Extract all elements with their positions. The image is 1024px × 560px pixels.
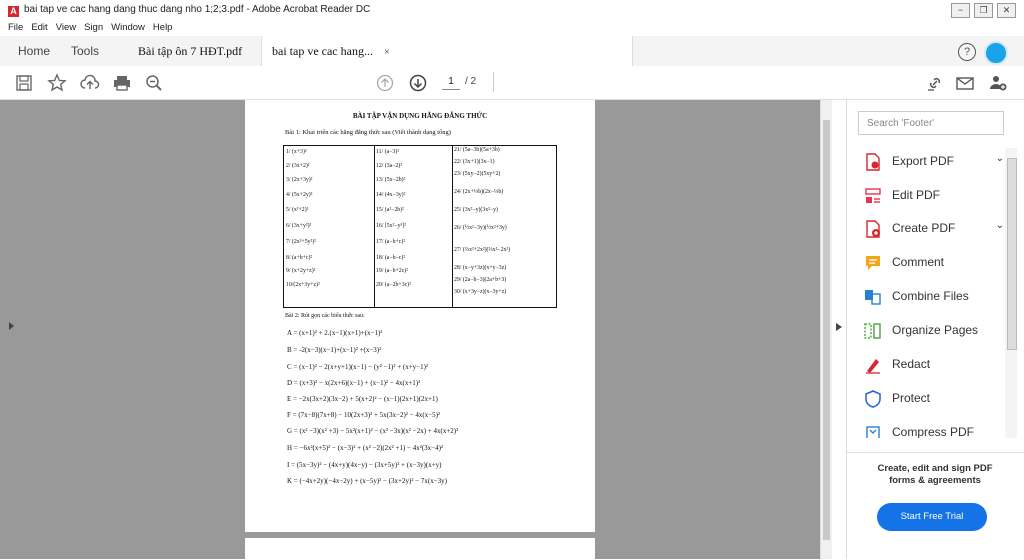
tool-combine-files[interactable] — [864, 286, 1004, 308]
menu-file[interactable]: File — [8, 22, 24, 33]
tab-document-2-label: bai tap ve cac hang... — [272, 44, 373, 58]
close-window-button[interactable]: ✕ — [997, 3, 1016, 18]
next-page-icon[interactable] — [408, 73, 428, 93]
expression-f: F = (7x−8)(7x+8) − 10(2x+3)² + 5x(3x−2)² − 4x(x−5)² — [287, 411, 441, 419]
compress-pdf-icon — [864, 424, 882, 438]
expression-c: C = (x−1)² − 2(x+y+1)(x−1) − (y² −1)² + (x+y−1)² — [287, 363, 429, 371]
tool-comment[interactable] — [864, 252, 1004, 274]
tool-redact[interactable] — [864, 354, 1004, 376]
menu-bar — [0, 22, 1024, 36]
page-total: / 2 — [465, 76, 477, 87]
tool-label: Compress PDF — [892, 425, 975, 438]
share-link-icon[interactable] — [925, 73, 945, 93]
tab-close-icon[interactable]: × — [383, 47, 390, 58]
tools-scrollbar-thumb[interactable] — [1007, 158, 1017, 350]
table-cell: 7/ (2x²+5y²)² — [286, 239, 316, 245]
comment-icon — [864, 254, 882, 272]
page-number-input[interactable]: 1 — [442, 75, 460, 90]
promo-text: Create, edit and sign PDF forms & agreements — [877, 463, 993, 486]
tool-label: Organize Pages — [892, 323, 979, 337]
toolbar-divider — [493, 72, 494, 92]
table-cell: 4/ (5x+2y)² — [286, 192, 313, 198]
table-cell: 21/ (5a−3b)(5a+3b) — [454, 147, 500, 153]
expression-g: G = (x² −3)(x² +3) − 5x²(x+1)² − (x² −3x)(x² −2x) + 4x(x+2)² — [287, 427, 459, 435]
expression-b: B = -2(x−3)(x−1)+(x−1)² +(x−3)² — [287, 346, 382, 354]
document-viewer[interactable] — [0, 100, 820, 559]
tool-create-pdf[interactable] — [864, 218, 1004, 240]
tab-tools[interactable]: Tools — [71, 44, 100, 58]
export-pdf-icon — [864, 153, 882, 171]
table-cell: 29/ (2a−b−3)(2a+b+3) — [454, 277, 507, 283]
combine-files-icon — [864, 288, 882, 306]
table-column-2 — [374, 146, 453, 307]
menu-view[interactable]: View — [55, 22, 77, 33]
table-cell: 8/ (a+b+c)² — [286, 255, 313, 261]
table-cell: 12/ (3a−2)² — [376, 163, 403, 169]
tab-document-1-label: Bài tập ôn 7 HĐT.pdf — [138, 44, 243, 58]
tool-protect[interactable] — [864, 388, 1004, 410]
restore-button[interactable]: ❐ — [974, 3, 993, 18]
table-cell: 23/ (5xy−2)(5xy+2) — [454, 171, 501, 177]
scrollbar-thumb[interactable] — [823, 120, 830, 540]
bookmark-star-icon[interactable] — [47, 73, 67, 93]
table-cell: 11/ (a−3)² — [376, 149, 399, 155]
exercise-1-heading: Bài 1: Khai triển các hằng đẳng thức sau (Viết thành dạng tổng) — [285, 129, 451, 136]
expression-d: D = (x+3)² − x(2x+6)(x−1) + (x−1)² − 4x(x+1)² — [287, 379, 421, 387]
minimize-button[interactable]: − — [951, 3, 970, 18]
create-pdf-icon — [864, 220, 882, 238]
organize-pages-icon — [864, 322, 882, 340]
email-icon[interactable] — [955, 73, 975, 93]
window-controls — [951, 3, 1016, 18]
table-cell: 22/ (3x+1)(3x−1) — [454, 159, 495, 165]
add-user-icon[interactable] — [988, 73, 1008, 93]
tool-label: Comment — [892, 255, 945, 269]
table-column-3 — [452, 146, 556, 307]
toolbar — [0, 66, 1024, 100]
tab-home[interactable]: Home — [18, 44, 51, 58]
account-icon[interactable] — [984, 41, 1008, 65]
tool-label: Edit PDF — [892, 188, 941, 202]
table-cell: 26/ (½x²−3y)(½x²+3y) — [454, 225, 507, 231]
table-cell: 16/ [5x²−y³]² — [376, 223, 406, 229]
expression-a: A = (x+1)² + 2.(x−1)(x+1)+(x−1)² — [287, 329, 383, 337]
table-cell: 17/ (a−b+c)² — [376, 239, 406, 245]
save-icon[interactable] — [14, 73, 34, 93]
tool-label: Export PDF — [892, 154, 955, 168]
expression-k: K = (−4x+2y)(−4x−2y) + (x−5y)² − (3x+2y)² − 7x(x−3y) — [287, 477, 447, 485]
redact-icon — [864, 356, 882, 374]
tool-label: Protect — [892, 391, 931, 405]
table-cell: 14/ (4x−3y)² — [376, 192, 406, 198]
title-bar — [0, 0, 1024, 22]
pdf-page — [245, 100, 595, 532]
table-cell: 28/ (x−y+3z)(x+y−3z) — [454, 265, 507, 271]
tool-label: Create PDF — [892, 221, 956, 235]
shield-icon — [864, 390, 882, 408]
tool-export-pdf[interactable] — [864, 151, 1004, 173]
tools-panel-scrollbar[interactable] — [1005, 148, 1017, 438]
table-cell: 19/ (a−b+2c)² — [376, 268, 408, 274]
expression-h: H = −6x²(x+5)² − (x−3)² + (x² −2)(2x² +1) − 4x²(3x−4)² — [287, 444, 444, 452]
tool-compress-pdf[interactable] — [864, 422, 1004, 438]
previous-page-icon[interactable] — [375, 73, 395, 93]
table-cell: 18/ (a−b−c)² — [376, 255, 406, 261]
table-column-1 — [284, 146, 375, 307]
table-cell: 6/ (3x+y²)² — [286, 223, 312, 229]
window-title: bai tap ve cac hang dang thuc dang nho 1;2;3.pdf - Adobe Acrobat Reader DC — [24, 4, 371, 15]
tab-bar — [0, 36, 1024, 67]
table-cell: 20/ (a−2b+3c)² — [376, 282, 411, 288]
menu-sign[interactable]: Sign — [84, 22, 104, 33]
right-panel-collapse[interactable] — [832, 100, 847, 559]
edit-pdf-icon — [864, 187, 882, 205]
pdf-page-2 — [245, 538, 595, 559]
table-cell: 3/ (2x+3y)² — [286, 177, 313, 183]
table-cell: 15/ (a²−2b)² — [376, 207, 404, 213]
table-cell: 10/(2x+3y+z)² — [286, 282, 320, 288]
document-title: BÀI TẬP VẬN DỤNG HẰNG ĐẲNG THỨC — [352, 112, 488, 120]
page-content — [245, 100, 595, 532]
menu-edit[interactable]: Edit — [31, 22, 48, 33]
chevron-down-icon[interactable]: ⌄ — [995, 153, 1004, 164]
left-panel-toggle-icon[interactable] — [9, 322, 14, 330]
table-cell: 2/ (3x+2)² — [286, 163, 310, 169]
table-cell: 24/ (2x+⅓b)(2x−⅓b) — [454, 189, 504, 195]
acrobat-app-icon: A — [8, 6, 19, 17]
upload-cloud-icon[interactable] — [80, 73, 100, 93]
expression-i: I = (5x−3y)² − (4x+y)(4x−y) − (3x+5y)² + (x−3y)(x+y) — [287, 461, 442, 469]
tool-label: Combine Files — [892, 289, 969, 303]
start-free-trial-button[interactable]: Start Free Trial — [877, 503, 987, 531]
zoom-out-icon[interactable] — [144, 73, 164, 93]
menu-help[interactable]: Help — [152, 22, 173, 33]
exercise-2-heading: Bài 2: Rút gọn các biểu thức sau: — [285, 313, 365, 319]
chevron-down-icon[interactable]: ⌄ — [995, 220, 1004, 231]
table-cell: 5/ (x²+2)² — [286, 207, 309, 213]
table-cell: 9/ (x+2y+z)² — [286, 268, 316, 274]
table-cell: 1/ (x+3)² — [286, 149, 307, 155]
table-cell: 25/ (3x²−y)(3x²−y) — [454, 207, 498, 213]
print-icon[interactable] — [112, 73, 132, 93]
menu-window[interactable]: Window — [111, 22, 145, 33]
table-cell: 30/ (x+3y−z)(x−3y+z) — [454, 289, 507, 295]
promo-section — [847, 452, 1024, 560]
tool-label: Redact — [892, 357, 931, 371]
exercise-1-table — [283, 145, 557, 308]
expression-e: E = −2x(3x+2)(3x−2) + 5(x+2)² − (x−1)(2x+1)(2x+1) — [287, 395, 438, 403]
tools-search-input[interactable]: Search 'Footer' — [858, 111, 1004, 135]
table-cell: 13/ (5x−2b)² — [376, 177, 406, 183]
tool-organize-pages[interactable] — [864, 320, 1004, 342]
table-cell: 27/ (⅔x²+2x²)(⅔x²−2x²) — [454, 247, 511, 253]
help-icon[interactable]: ? — [958, 43, 976, 61]
collapse-arrow-icon[interactable] — [835, 322, 843, 332]
tool-edit-pdf[interactable] — [864, 185, 1004, 207]
